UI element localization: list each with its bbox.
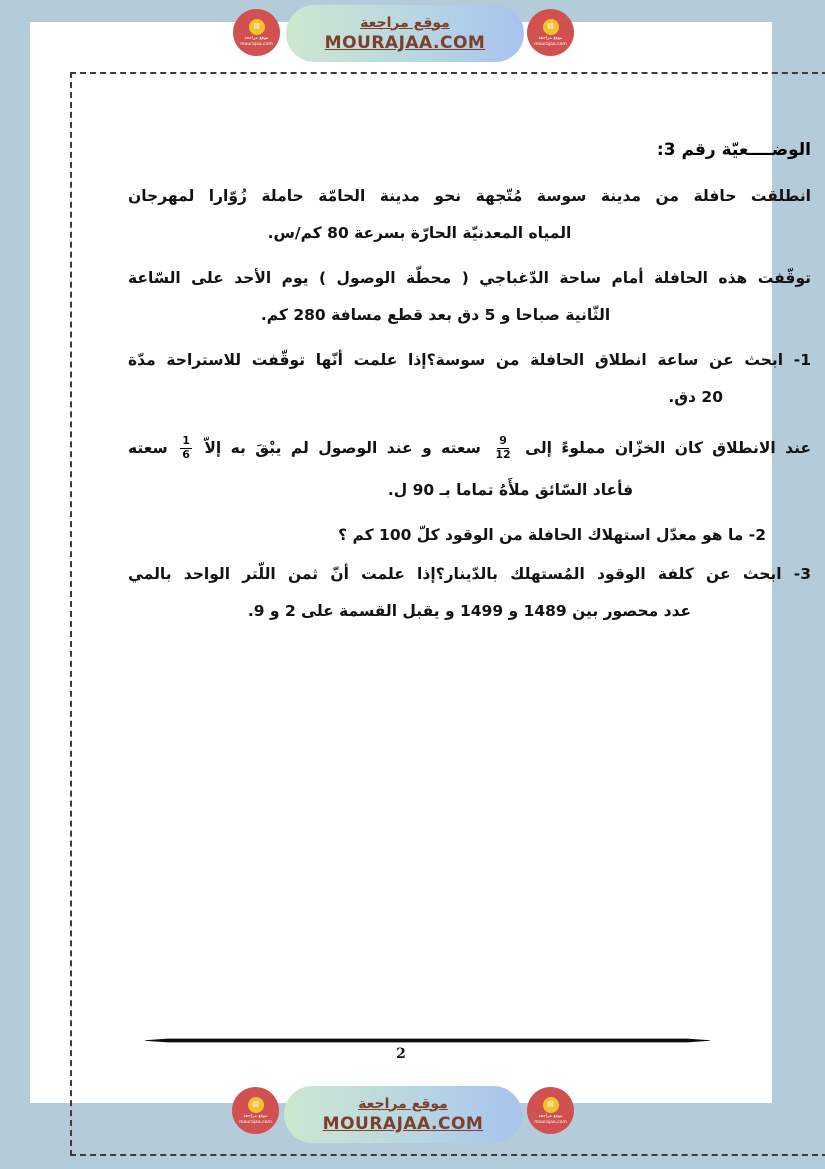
arrival-line-2: الثّانية صباحا و 5 دق بعد قطع مسافة 280 كم. bbox=[260, 306, 611, 324]
arrival-line-1: توقّفت هذه الحافلة أمام ساحة الدّغباجي ( محطّة الوصول ) يوم الأحد على السّاعة bbox=[128, 269, 811, 287]
intro-paragraph bbox=[128, 178, 811, 252]
mourajaa-logo-right bbox=[527, 9, 574, 56]
fraction-nine-twelfths bbox=[493, 435, 512, 461]
logo-domain: mourajaa.com bbox=[534, 1119, 567, 1125]
mourajaa-logo-left bbox=[233, 9, 280, 56]
mourajaa-logo-right bbox=[527, 1087, 574, 1134]
fraction-denominator: 6 bbox=[182, 448, 190, 461]
logo-site-name: موقع مراجعة bbox=[538, 1113, 563, 1119]
dashed-page-border bbox=[70, 72, 825, 1156]
fuel-paragraph bbox=[128, 424, 811, 509]
question-2-line: 2- ما هو معدّل استهلاك الحافلة من الوقود كلّ 100 كم ؟ bbox=[338, 526, 766, 544]
fraction-numerator: 9 bbox=[499, 434, 507, 448]
question-3-line-1: 3- ابحث عن كلفة الوقود المُستهلك بالدّينار؟إذا علمت أنّ ثمن اللّتر الواحد بالمي bbox=[128, 565, 811, 583]
site-domain-link[interactable]: MOURAJAA.COM bbox=[324, 32, 486, 53]
book-icon: ▤ bbox=[543, 19, 559, 35]
question-3-line-2: عدد محصور بين 1489 و 1499 و يقبل القسمة على 2 و 9. bbox=[247, 602, 692, 620]
fraction-numerator: 1 bbox=[182, 434, 190, 448]
logo-domain: mourajaa.com bbox=[534, 41, 567, 47]
question-1-line-1: 1- ابحث عن ساعة انطلاق الحافلة من سوسة؟إذا علمت أنّها توقّفت للاستراحة مدّة bbox=[128, 351, 811, 369]
logo-domain: mourajaa.com bbox=[240, 41, 273, 47]
logo-site-name: موقع مراجعة bbox=[244, 35, 269, 41]
fuel-text-2: سعته و عند الوصول لم يبْقَ به إلاّ bbox=[204, 439, 481, 457]
site-banner-pill bbox=[284, 1086, 522, 1143]
site-name-link[interactable]: موقع مراجعة bbox=[360, 14, 450, 31]
question-1 bbox=[128, 342, 811, 416]
site-name-link[interactable]: موقع مراجعة bbox=[358, 1095, 448, 1112]
arrival-paragraph bbox=[128, 260, 811, 334]
site-banner-pill bbox=[286, 5, 524, 62]
document-sheet bbox=[30, 22, 811, 1103]
intro-line-2: المياه المعدنيّة الحارّة بسرعة 80 كم/س. bbox=[267, 224, 572, 242]
book-icon: ▤ bbox=[543, 1097, 559, 1113]
question-2 bbox=[128, 517, 811, 554]
book-icon: ▤ bbox=[249, 19, 265, 35]
question-3 bbox=[128, 556, 811, 630]
site-domain-link[interactable]: MOURAJAA.COM bbox=[322, 1113, 484, 1134]
fuel-text-3: سعته bbox=[128, 439, 168, 457]
logo-site-name: موقع مراجعة bbox=[243, 1113, 268, 1119]
fraction-denominator: 12 bbox=[495, 448, 511, 461]
logo-site-name: موقع مراجعة bbox=[538, 35, 563, 41]
question-1-line-2: 20 دق. bbox=[668, 388, 723, 406]
fraction-one-sixth bbox=[180, 435, 192, 461]
fuel-text-1: عند الانطلاق كان الخزّان مملوءً إلى bbox=[525, 439, 811, 457]
intro-line-1: انطلقت حافلة من مدينة سوسة مُتّجهة نحو مدينة الحامّة حاملة زُوّارا لمهرجان bbox=[128, 187, 811, 205]
footer-rule bbox=[145, 1038, 710, 1043]
page-number: 2 bbox=[396, 1046, 406, 1062]
book-icon: ▤ bbox=[248, 1097, 264, 1113]
logo-domain: mourajaa.com bbox=[239, 1119, 272, 1125]
mourajaa-logo-left bbox=[232, 1087, 279, 1134]
fuel-line-2: فأعاد السّائق ملأَهُ تماما بـ 90 ل. bbox=[387, 481, 634, 499]
exercise-title: الوضــــعيّة رقم 3: bbox=[656, 140, 811, 160]
fuel-line-1 bbox=[128, 424, 811, 472]
